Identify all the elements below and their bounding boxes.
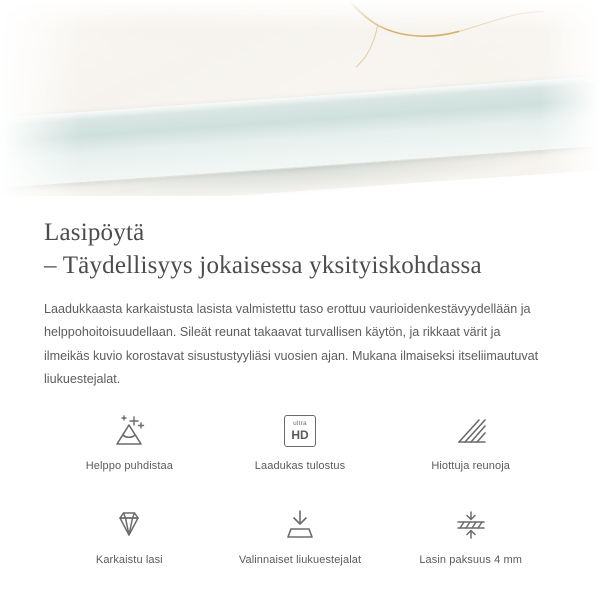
ultra-hd-top-label: ultra <box>293 420 307 428</box>
ultra-hd-main-label: HD <box>291 427 309 442</box>
feature-label: Lasin paksuus 4 mm <box>419 554 522 566</box>
ultra-hd-icon <box>215 408 386 454</box>
description-paragraph: Laadukkaasta karkaistusta lasista valmistettu taso erottuu vaurioidenkestävyydellään ja helppohoitoisuudellaan. Sileät reunat takaavat turvallisen käytön, ja rikkaat värit ja ilmeikäs kuvio korostavat sisustustyyliäsi vuosien ajan. Mukana ilmaiseksi itseliimautuvat liukuestejalat. <box>44 302 539 386</box>
feature-item <box>44 494 215 566</box>
thickness-arrows-icon <box>385 502 556 548</box>
content-block <box>0 196 600 391</box>
feature-label: Hiottuja reunoja <box>431 460 510 472</box>
diamond-icon <box>44 502 215 548</box>
sparkle-cloth-icon <box>44 408 215 454</box>
headline-line-1: Lasipöytä <box>44 219 145 246</box>
feature-item <box>215 400 386 472</box>
anti-slip-pad-icon <box>215 502 386 548</box>
feature-item <box>44 400 215 472</box>
page-title <box>44 216 556 282</box>
polished-edges-icon <box>385 408 556 454</box>
feature-label: Valinnaiset liukuestejalat <box>238 554 362 566</box>
feature-item <box>385 400 556 472</box>
feature-item <box>385 494 556 566</box>
feature-label: Helppo puhdistaa <box>85 460 173 472</box>
feature-label: Karkaistu lasi <box>95 554 163 566</box>
feature-grid <box>44 400 556 566</box>
feature-label: Laadukas tulostus <box>254 460 346 472</box>
feature-item <box>215 494 386 566</box>
headline-line-2: – Täydellisyys jokaisessa yksityiskohdassa <box>44 252 482 279</box>
hero-image <box>0 0 600 196</box>
